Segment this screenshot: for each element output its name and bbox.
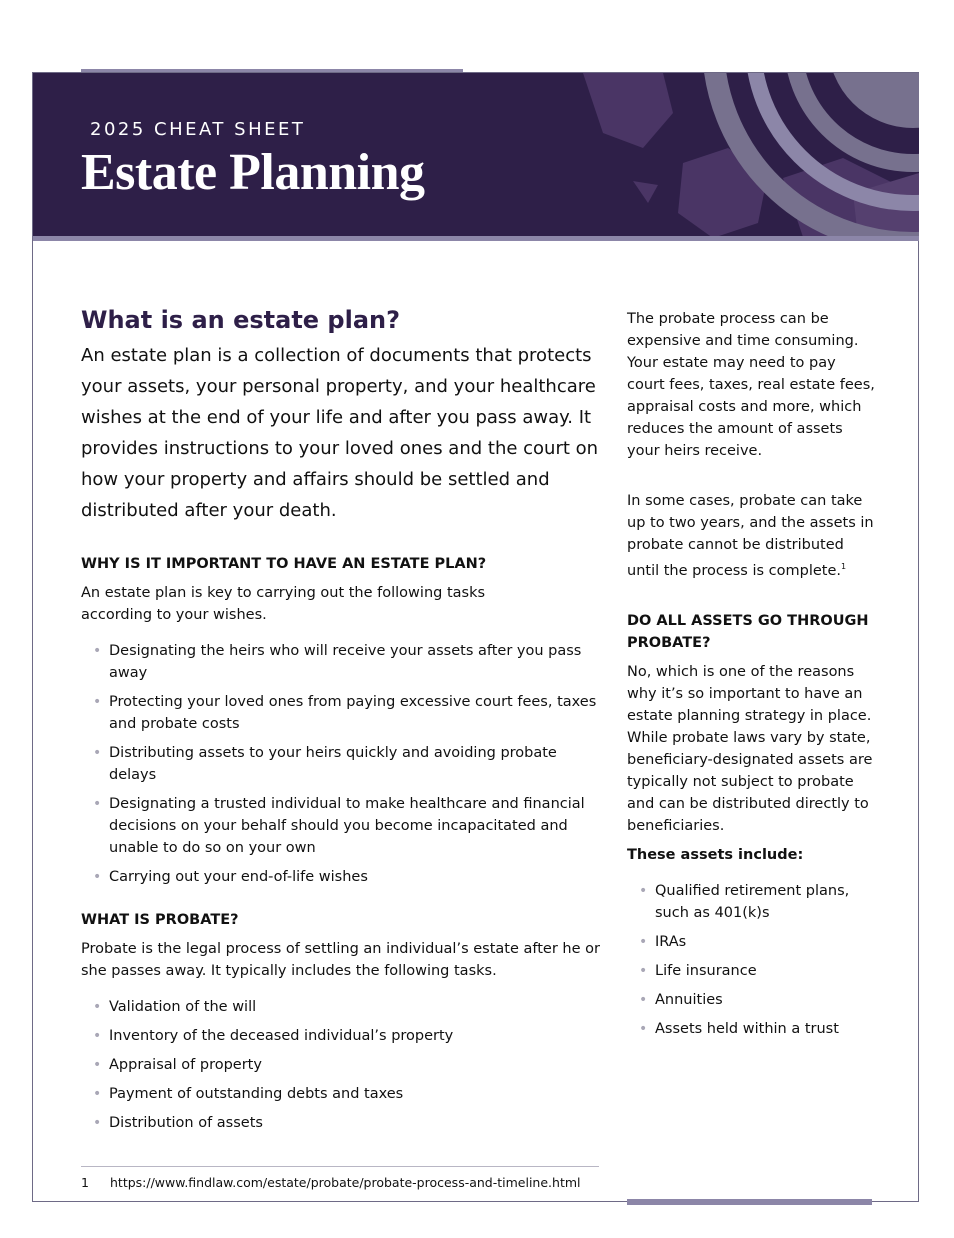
left-column <box>81 306 601 1141</box>
footnote-number: 1 <box>81 1175 89 1190</box>
list-item: • IRAs <box>627 931 877 953</box>
list-item: • Distributing assets to your heirs quickly and avoiding probate delays <box>81 742 601 786</box>
assets-list <box>627 880 877 1040</box>
importance-heading: WHY IS IT IMPORTANT TO HAVE AN ESTATE PLAN? <box>81 556 487 572</box>
page-title: Estate Planning <box>81 144 425 201</box>
list-item: • Qualified retirement plans, such as 401(k)s <box>627 880 877 924</box>
bullet-icon: • <box>93 745 102 761</box>
header-banner <box>33 73 919 237</box>
list-item: • Protecting your loved ones from paying excessive court fees, taxes and probate costs <box>81 691 601 735</box>
bullet-icon: • <box>639 991 648 1008</box>
bullet-icon: • <box>93 1057 102 1073</box>
probate-cost-paragraph: The probate process can be expensive and time consuming. Your estate may need to pay court fees, taxes, real estate fees, appraisal costs and more, which reduces the amount of assets your heirs receive. <box>627 311 875 459</box>
bottom-accent-bar <box>627 1199 872 1205</box>
list-item: • Designating the heirs who will receive your assets after you pass away <box>81 640 601 684</box>
bullet-icon: • <box>93 643 102 659</box>
intro-heading: What is an estate plan? <box>81 306 401 334</box>
bullet-icon: • <box>93 869 102 885</box>
assets-include-label: These assets include: <box>627 846 804 863</box>
bullet-icon: • <box>639 882 648 899</box>
list-item: • Inventory of the deceased individual’s property <box>81 1025 601 1047</box>
list-item: • Payment of outstanding debts and taxes <box>81 1083 601 1105</box>
footnote-link[interactable]: https://www.findlaw.com/estate/probate/probate-process-and-timeline.html <box>110 1175 581 1190</box>
list-item: • Appraisal of property <box>81 1054 601 1076</box>
decorative-graphic-icon <box>553 73 919 237</box>
footnote <box>81 1175 581 1190</box>
bullet-icon: • <box>93 1115 102 1131</box>
bullet-icon: • <box>639 962 648 979</box>
list-item: • Assets held within a trust <box>627 1018 877 1040</box>
list-item: • Life insurance <box>627 960 877 982</box>
bullet-icon: • <box>93 1086 102 1102</box>
bullet-icon: • <box>93 796 102 812</box>
footnote-divider <box>81 1166 599 1167</box>
bullet-icon: • <box>93 1028 102 1044</box>
header-kicker: 2025 CHEAT SHEET <box>90 119 306 140</box>
header-rule <box>33 236 919 241</box>
list-item: • Annuities <box>627 989 877 1011</box>
intro-lead: An estate plan is a collection of documents that protects your assets, your personal property, and your healthcare wishes at the end of your life and after you pass away. It provides instructions to your loved ones and the court on how your property and affairs should be settled and distributed after your death. <box>81 345 599 521</box>
probate-list <box>81 996 601 1134</box>
importance-list <box>81 640 601 888</box>
bullet-icon: • <box>93 999 102 1015</box>
probate-duration-paragraph: In some cases, probate can take up to two years, and the assets in probate cannot be distributed until the process is complete.$^1$ <box>627 493 874 579</box>
list-item: • Designating a trusted individual to make healthcare and financial decisions on your behalf should you become incapacitated and unable to do so on your own <box>81 793 601 859</box>
probate-heading: WHAT IS PROBATE? <box>81 912 239 928</box>
list-item: • Distribution of assets <box>81 1112 601 1134</box>
bullet-icon: • <box>639 1020 648 1037</box>
probate-text: Probate is the legal process of settling an individual’s estate after he or she passes away. It typically includes the following tasks. <box>81 941 600 979</box>
footnote-ref: 1 <box>841 562 847 571</box>
assets-text: No, which is one of the reasons why it’s so important to have an estate planning strategy in place. While probate laws vary by state, beneficiary-designated assets are typically not subject to probate and can be distributed directly to beneficiaries. <box>627 663 873 834</box>
bullet-icon: • <box>639 933 648 950</box>
importance-text: An estate plan is key to carrying out the following tasks according to your wishes. <box>81 585 486 623</box>
list-item: • Validation of the will <box>81 996 601 1018</box>
assets-heading: DO ALL ASSETS GO THROUGH PROBATE? <box>627 612 869 651</box>
bullet-icon: • <box>93 694 102 710</box>
right-column <box>627 308 877 1047</box>
list-item: • Carrying out your end-of-life wishes <box>81 866 601 888</box>
